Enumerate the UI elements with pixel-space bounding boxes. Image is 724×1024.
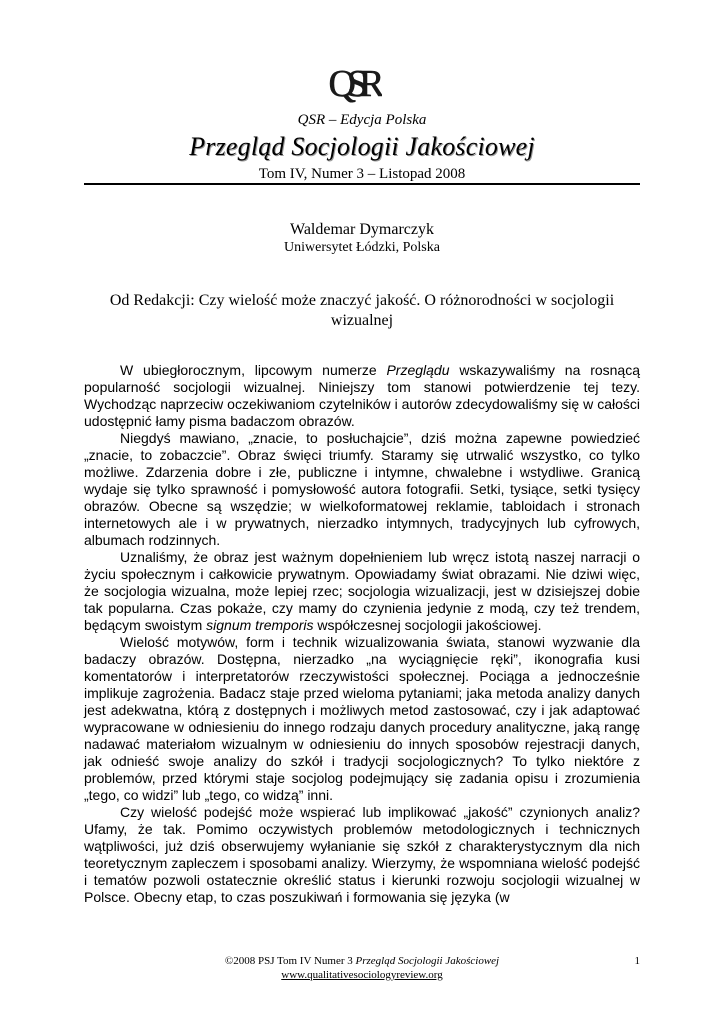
paragraph: W ubiegłorocznym, lipcowym numerze Przeglądu wskazywaliśmy na rosnącą popularność socjologii wizualnej. Niniejszy tom stanowi potwierdzenie tej tezy. Wychodząc naprzeciw oczekiwaniom czytelników i autorów zdecydowaliśmy się w całości udostępnić łamy pisma badaczom obrazów.: [84, 362, 640, 429]
author-affiliation: Uniwersytet Łódzki, Polska: [284, 240, 440, 255]
journal-subtitle: QSR – Edycja Polska: [297, 112, 427, 128]
issue-info: Tom IV, Numer 3 – Listopad 2008: [258, 166, 466, 182]
paragraph: Uznaliśmy, że obraz jest ważnym dopełnieniem lub wręcz istotą naszej narracji o życiu społecznym i całkowicie prywatnym. Opowiadamy świat obrazami. Nie dziwi więc, że socjologia wizualna, może lepiej rzec; socjologia wizualizacji, jest w dzisiejszej dobie tak popularna. Czas pokaże, czy mamy do czynienia jedynie z modą, czy też trendem, będącym swoistym signum tremporis współczesnej socjologii jakościowej.: [84, 549, 640, 633]
journal-title: Przegląd Socjologii Jakościowej: [189, 132, 535, 161]
header-divider: [84, 183, 640, 185]
paragraph: Czy wielość podejść może wspierać lub implikować „jakość” czynionych analiz? Ufamy, że tak. Pomimo oczywistych problemów metodologicznych i technicznych wątpliwości, już dziś obserwujemy wyłanianie się szkół z charakterystycznym dla nich teoretycznym zapleczem i sposobami analizy. Wierzymy, że wspomniana wielość podejść i tematów pozwoli ostatecznie określić status i kierunki rozwoju socjologii wizualnej w Polsce. Obecny etap, to czas poszukiwań i formowania się języka (w: [84, 804, 640, 905]
logo-lettering: QSR: [328, 63, 376, 105]
footer-url[interactable]: www.qualitativesociologyreview.org: [281, 969, 443, 981]
page-number: 1: [634, 955, 640, 967]
journal-logo: [322, 58, 382, 106]
author-name: Waldemar Dymarczyk: [290, 221, 434, 238]
article-body: [84, 362, 640, 906]
paragraph: Niegdyś mawiano, „znacie, to posłuchajcie”, dziś można zapewne powiedzieć „znacie, to zobaczcie”. Obraz święci triumfy. Staramy się utrwalić wszystko, co tylko możliwe. Zdarzenia dobre i złe, publiczne i intymne, chwalebne i wstydliwe. Granicą wydaje się tylko sprawność i pomysłowość autora fotografii. Setki, tysiące, setki tysięcy obrazów. Obecne są wszędzie; w wielkoformatowej reklamie, tabloidach i stronach internetowych ale i w prywatnych, nierzadko intymnych, tradycyjnych lub cyfrowych, albumach rodzinnych.: [84, 430, 640, 548]
paragraph: Wielość motywów, form i technik wizualizowania świata, stanowi wyzwanie dla badaczy obrazów. Dostępna, nierzadko „na wyciągnięcie ręki”, ikonografia kusi komentatorów i interpretatorów rzeczywistości społecznej. Pociąga a jednocześnie implikuje zagrożenia. Badacz staje przed wieloma pytaniami; jaka metoda analizy danych jest adekwatna, którą z dostępnych i możliwych metod zastosować, czy i jak adaptować wypracowane w odniesieniu do innego rodzaju danych procedury analityczne, jaką rangę nadawać materiałom wizualnym w odniesieniu do innych sposobów rejestracji danych, jak odnieść swoje analizy do szkół i tradycji socjologicznych? To tylko niektóre z problemów, przed którymi staje socjolog podejmujący się zadania opisu i zrozumienia „tego, co widzi” lub „tego, co widzą” inni.: [84, 634, 640, 803]
footer-citation: ©2008 PSJ Tom IV Numer 3 Przegląd Socjologii Jakościowej: [224, 955, 500, 967]
article-title: Od Redakcji: Czy wielość może znaczyć jakość. O różnorodności w socjologii wizualnej: [109, 292, 615, 329]
